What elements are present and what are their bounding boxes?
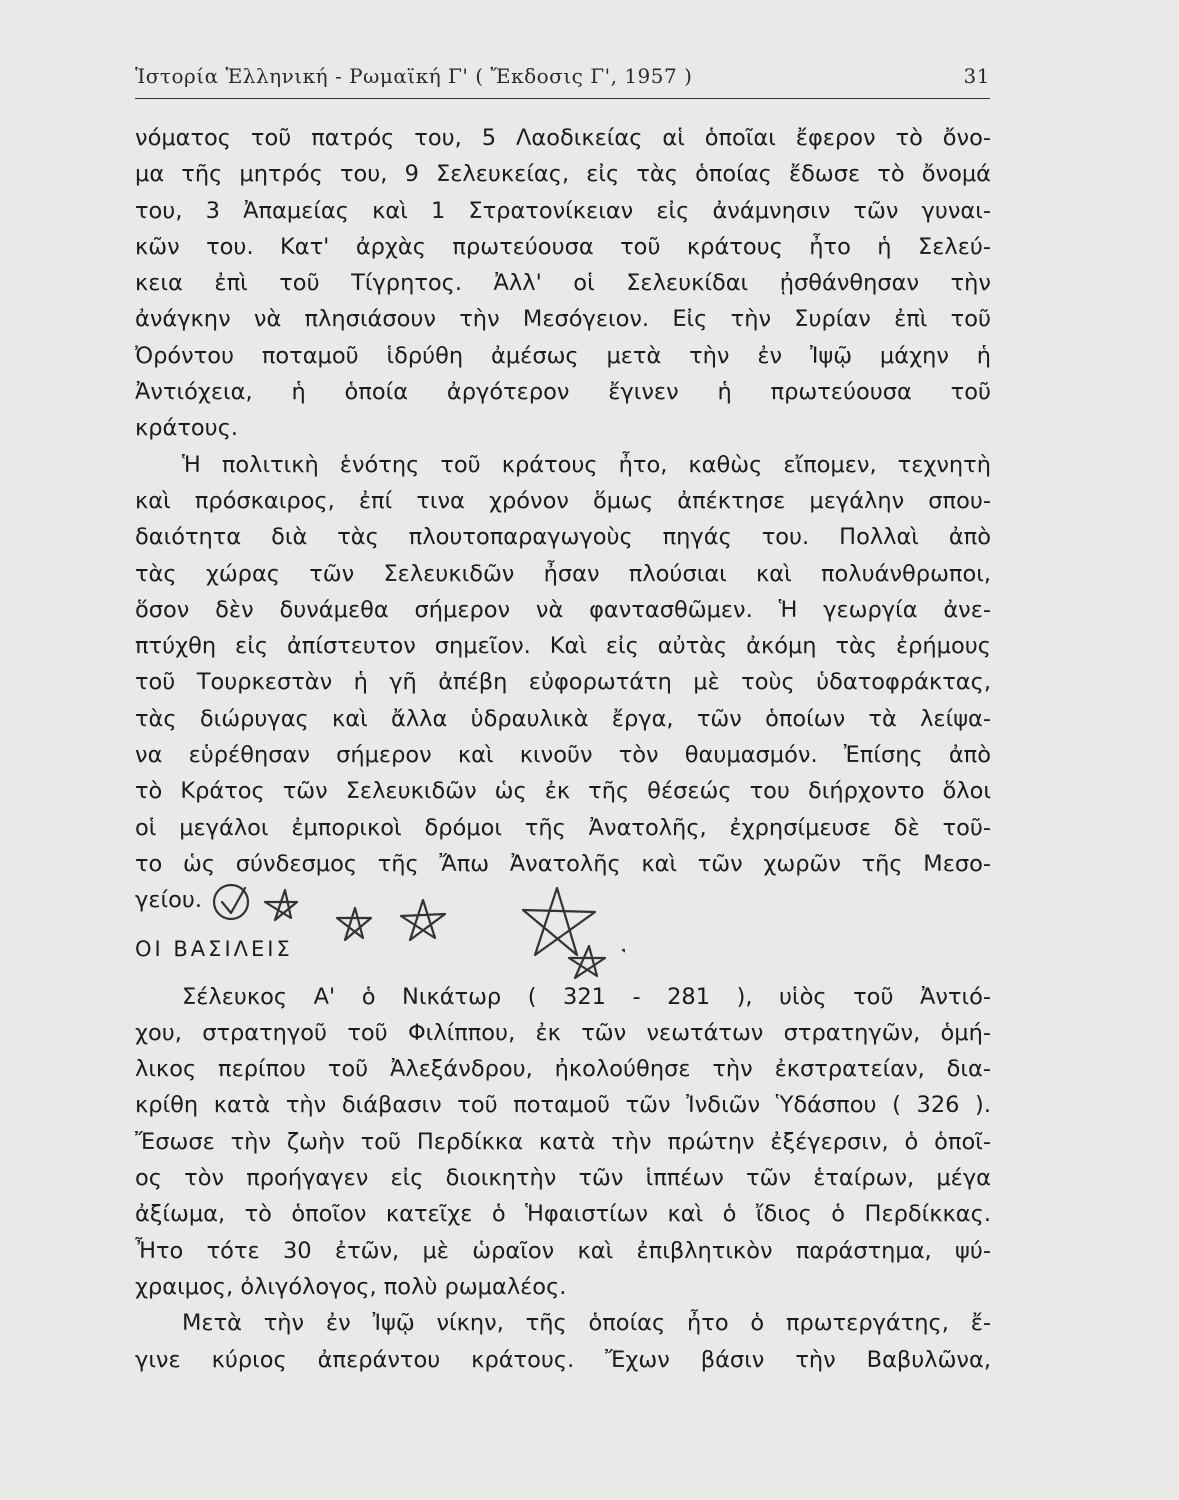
text-line: Ἦτο τότε 30 ἐτῶν, μὲ ὡραῖον καὶ ἐπιβλητικὸν παράστημα, ψύ- <box>135 1237 991 1264</box>
text-line: χραιμος, ὀλιγόλογος, πολὺ ρωμαλέος. <box>135 1273 567 1300</box>
running-header <box>135 64 990 94</box>
text-line: να εὑρέθησαν σήμερον καὶ κινοῦν τὸν θαυμασμόν. Ἐπίσης ἀπὸ <box>135 742 991 769</box>
text-line: τὸ Κράτος τῶν Σελευκιδῶν ὡς ἐκ τῆς θέσεώς του διήρχοντο ὅλοι <box>135 778 991 805</box>
text-line: οἱ μεγάλοι ἐμπορικοὶ δρόμοι τῆς Ἀνατολῆς, ἐχρησίμευσε δὲ τοῦ- <box>135 814 991 841</box>
text-line: κράτους. <box>135 415 239 442</box>
hand-drawn-doodles <box>205 860 625 1000</box>
star-doodle <box>623 940 625 968</box>
star-doodle <box>523 888 595 955</box>
star-doodle <box>569 946 605 978</box>
header-rule <box>135 98 990 99</box>
text-line: μα τῆς μητρός του, 9 Σελευκείας, εἰς τὰς ὁποίας ἔδωσε τὸ ὄνομά <box>135 161 991 188</box>
text-line: το ὡς σύνδεσμος τῆς Ἄπω Ἀνατολῆς καὶ τῶν χωρῶν τῆς Μεσο- <box>135 850 991 877</box>
text-line: νόματος τοῦ πατρός του, 5 Λαοδικείας αἱ ὁποῖαι ἔφερον τὸ ὄνο- <box>135 125 991 151</box>
text-line: κεια ἐπὶ τοῦ Τίγρητος. Ἀλλ' οἱ Σελευκίδαι ᾐσθάνθησαν τὴν <box>135 270 991 297</box>
page-number: 31 <box>963 64 990 88</box>
text-line: Σέλευκος Α' ὁ Νικάτωρ ( 321 - 281 ), υἱὸς τοῦ Ἀντιό- <box>182 983 991 1010</box>
text-line: Ἔσωσε τὴν ζωὴν τοῦ Περδίκκα κατὰ τὴν πρώτην ἐξέγερσιν, ὁ ὁποῖ- <box>135 1128 991 1155</box>
paragraph-2 <box>135 447 991 919</box>
text-line: γινε κύριος ἀπεράντου κράτους. Ἔχων βάσιν τὴν Βαβυλῶνα, <box>135 1346 991 1373</box>
text-line: ἀνάγκην νὰ πλησιάσουν τὴν Μεσόγειον. Εἰς τὴν Συρίαν ἐπὶ τοῦ <box>135 306 991 333</box>
star-doodle <box>401 900 445 940</box>
text-line: ὅσον δὲν δυνάμεθα σήμερον νὰ φαντασθῶμεν. Ἡ γεωργία ἀνε- <box>135 596 991 623</box>
text-line: χου, στρατηγοῦ τοῦ Φιλίππου, ἐκ τῶν νεωτάτων στρατηγῶν, ὁμή- <box>135 1019 991 1046</box>
text-line: λικος περίπου τοῦ Ἀλεξάνδρου, ἠκολούθησε τὴν ἐκστρατείαν, δια- <box>135 1056 991 1083</box>
text-line: πτύχθη εἰς ἀπίστευτον σημεῖον. Καὶ εἰς αὐτὰς ἀκόμη τὰς ἐρήμους <box>135 633 991 660</box>
text-line: γείου. <box>135 887 203 914</box>
text-line: ἀξίωμα, τὸ ὁποῖον κατεῖχε ὁ Ἡφαιστίων καὶ ὁ ἴδιος ὁ Περδίκκας. <box>135 1201 991 1228</box>
text-line: τὰς διώρυγας καὶ ἄλλα ὑδραυλικὰ ἔργα, τῶν ὁποίων τὰ λείψα- <box>135 705 991 732</box>
body-text <box>135 120 991 1378</box>
paragraph-3 <box>135 979 991 1306</box>
text-line: Ὀρόντου ποταμοῦ ἱδρύθη ἀμέσως μετὰ τὴν ἐν Ἰψῷ μάχην ἡ <box>135 342 991 369</box>
text-line: τοῦ Τουρκεστὰν ἡ γῆ ἀπέβη εὐφορωτάτη μὲ τοὺς ὑδατοφράκτας, <box>135 669 991 696</box>
section-heading: ΟΙ ΒΑΣΙΛΕΙΣ <box>135 936 293 961</box>
text-line: ος τὸν προήγαγεν εἰς διοικητὴν τῶν ἱππέων τῶν ἑταίρων, μέγα <box>135 1165 991 1192</box>
star-doodle <box>337 908 371 940</box>
text-line: Ἀντιόχεια, ἡ ὁποία ἀργότερον ἔγινεν ἡ πρωτεύουσα τοῦ <box>135 379 991 406</box>
text-line: κρίθη κατὰ τὴν διάβασιν τοῦ ποταμοῦ τῶν Ἰνδιῶν Ὑδάσπου ( 326 ). <box>135 1092 991 1119</box>
text-line: Μετὰ τὴν ἐν Ἰψῷ νίκην, τῆς ὁποίας ἦτο ὁ πρωτεργάτης, ἔ- <box>182 1310 991 1337</box>
text-line: Ἡ πολιτικὴ ἑνότης τοῦ κράτους ἦτο, καθὼς εἴπομεν, τεχνητὴ <box>182 451 991 478</box>
text-line: κῶν του. Κατ' ἀρχὰς πρωτεύουσα τοῦ κράτους ἦτο ἡ Σελεύ- <box>135 233 991 260</box>
text-line: τὰς χώρας τῶν Σελευκιδῶν ἦσαν πλούσιαι καὶ πολυάνθρωποι, <box>135 560 991 587</box>
text-line: καὶ πρόσκαιρος, ἐπί τινα χρόνον ὅμως ἀπέκτησε μεγάλην σπου- <box>135 487 991 514</box>
text-line: δαιότητα διὰ τὰς πλουτοπαραγωγοὺς πηγάς του. Πολλαὶ ἀπὸ <box>135 524 991 551</box>
star-doodle <box>265 890 297 920</box>
paragraph-1 <box>135 120 991 447</box>
paragraph-4 <box>135 1305 991 1378</box>
header-title: Ἱστορία Ἑλληνική - Ρωμαϊκή Γ' ( Ἔκδοσις Γ', 1957 ) <box>135 64 693 88</box>
text-line: του, 3 Ἀπαμείας καὶ 1 Στρατονίκειαν εἰς ἀνάμνησιν τῶν γυναι- <box>135 197 991 224</box>
